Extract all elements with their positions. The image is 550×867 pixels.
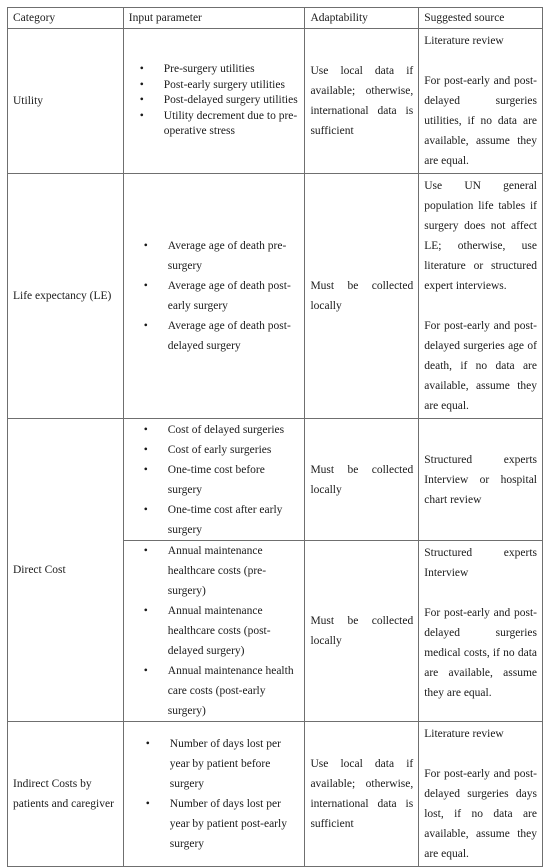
table-row-indirect-costs <box>8 722 543 867</box>
input-parameter-cell <box>123 29 305 174</box>
source-paragraph: Literature review <box>424 35 504 47</box>
bullet-icon: • <box>143 463 148 476</box>
category-cell: Life expectancy (LE) <box>8 174 124 419</box>
source-paragraph: Use UN general population life tables if surgery does not affect LE; otherwise, use literature or structured expert interviews. <box>424 180 537 292</box>
suggested-source-cell <box>419 174 543 419</box>
header-adaptability: Adaptability <box>305 8 419 29</box>
bullet-icon: • <box>143 545 148 557</box>
bullet-icon: • <box>143 605 148 617</box>
input-parameter-cell <box>123 174 305 419</box>
source-paragraph: For post-early and post-delayed surgeries utilities, if no data are available, assume they are equal. <box>424 75 537 167</box>
bullet-icon: • <box>143 280 148 292</box>
source-paragraph: For post-early and post-delayed surgeries age of death, if no data are available, assume they are equal. <box>424 320 537 412</box>
list-item: • Cost of early surgeries <box>168 440 301 460</box>
adaptability-cell: Must be collected locally <box>305 174 419 419</box>
bullet-icon: • <box>143 320 148 332</box>
table-row-direct-cost <box>8 419 543 541</box>
header-row <box>8 8 543 29</box>
category-cell: Utility <box>8 29 124 174</box>
suggested-source-cell <box>419 541 543 722</box>
input-parameter-cell <box>123 541 305 722</box>
list-item: • One-time cost after early surgery <box>168 500 301 540</box>
bullet-icon: • <box>139 78 144 91</box>
bullet-icon: • <box>143 240 148 252</box>
bullet-icon: • <box>139 94 144 107</box>
list-item: • Average age of death pre-surgery <box>168 236 301 276</box>
list-item: • Annual maintenance health care costs (post-early surgery) <box>168 661 301 721</box>
table-row-utility <box>8 29 543 174</box>
bullet-icon: • <box>143 503 148 516</box>
input-parameter-cell <box>123 722 305 867</box>
header-suggested-source: Suggested source <box>419 8 543 29</box>
list-item: • Post-early surgery utilities <box>164 78 301 94</box>
parameters-table <box>7 7 543 867</box>
category-cell: Indirect Costs by patients and caregiver <box>8 722 124 867</box>
list-item: • Annual maintenance healthcare costs (post-delayed surgery) <box>168 601 301 661</box>
adaptability-cell: Must be collected locally <box>305 419 419 541</box>
bullet-icon: • <box>139 109 144 122</box>
list-item: • Average age of death post-delayed surgery <box>168 316 301 356</box>
category-cell: Direct Cost <box>8 419 124 722</box>
adaptability-cell: Must be collected locally <box>305 541 419 722</box>
source-paragraph: Structured experts Interview <box>424 547 537 579</box>
adaptability-cell: Use local data if available; otherwise, international data is sufficient <box>305 722 419 867</box>
source-paragraph: Literature review <box>424 728 504 740</box>
list-item: • Number of days lost per year by patient post-early surgery <box>170 794 301 854</box>
table-row-life-expectancy <box>8 174 543 419</box>
list-item: • Post-delayed surgery utilities <box>164 93 301 109</box>
adaptability-cell: Use local data if available; otherwise, international data is sufficient <box>305 29 419 174</box>
suggested-source-cell <box>419 29 543 174</box>
source-paragraph: For post-early and post-delayed surgeries days lost, if no data are available, assume they are equal. <box>424 768 537 860</box>
bullet-icon: • <box>143 423 148 436</box>
header-input-parameter: Input parameter <box>123 8 305 29</box>
list-item: • Number of days lost per year by patient before surgery <box>170 734 301 794</box>
bullet-icon: • <box>139 63 144 76</box>
list-item: • Cost of delayed surgeries <box>168 420 301 440</box>
bullet-icon: • <box>145 798 150 810</box>
list-item: • Average age of death post-early surgery <box>168 276 301 316</box>
suggested-source-cell <box>419 419 543 541</box>
bullet-icon: • <box>145 738 150 750</box>
list-item: • Pre-surgery utilities <box>164 62 301 78</box>
input-parameter-cell <box>123 419 305 541</box>
header-category: Category <box>8 8 124 29</box>
document-page <box>7 7 543 867</box>
source-paragraph: For post-early and post-delayed surgeries medical costs, if no data are available, assume they are equal. <box>424 607 537 699</box>
list-item: • One-time cost before surgery <box>168 460 301 500</box>
bullet-icon: • <box>143 443 148 456</box>
list-item: • Annual maintenance healthcare costs (pre-surgery) <box>168 541 301 601</box>
bullet-icon: • <box>143 665 148 677</box>
list-item: • Utility decrement due to pre-operative stress <box>139 109 298 138</box>
source-paragraph: Structured experts Interview or hospital chart review <box>424 453 537 506</box>
suggested-source-cell <box>419 722 543 867</box>
